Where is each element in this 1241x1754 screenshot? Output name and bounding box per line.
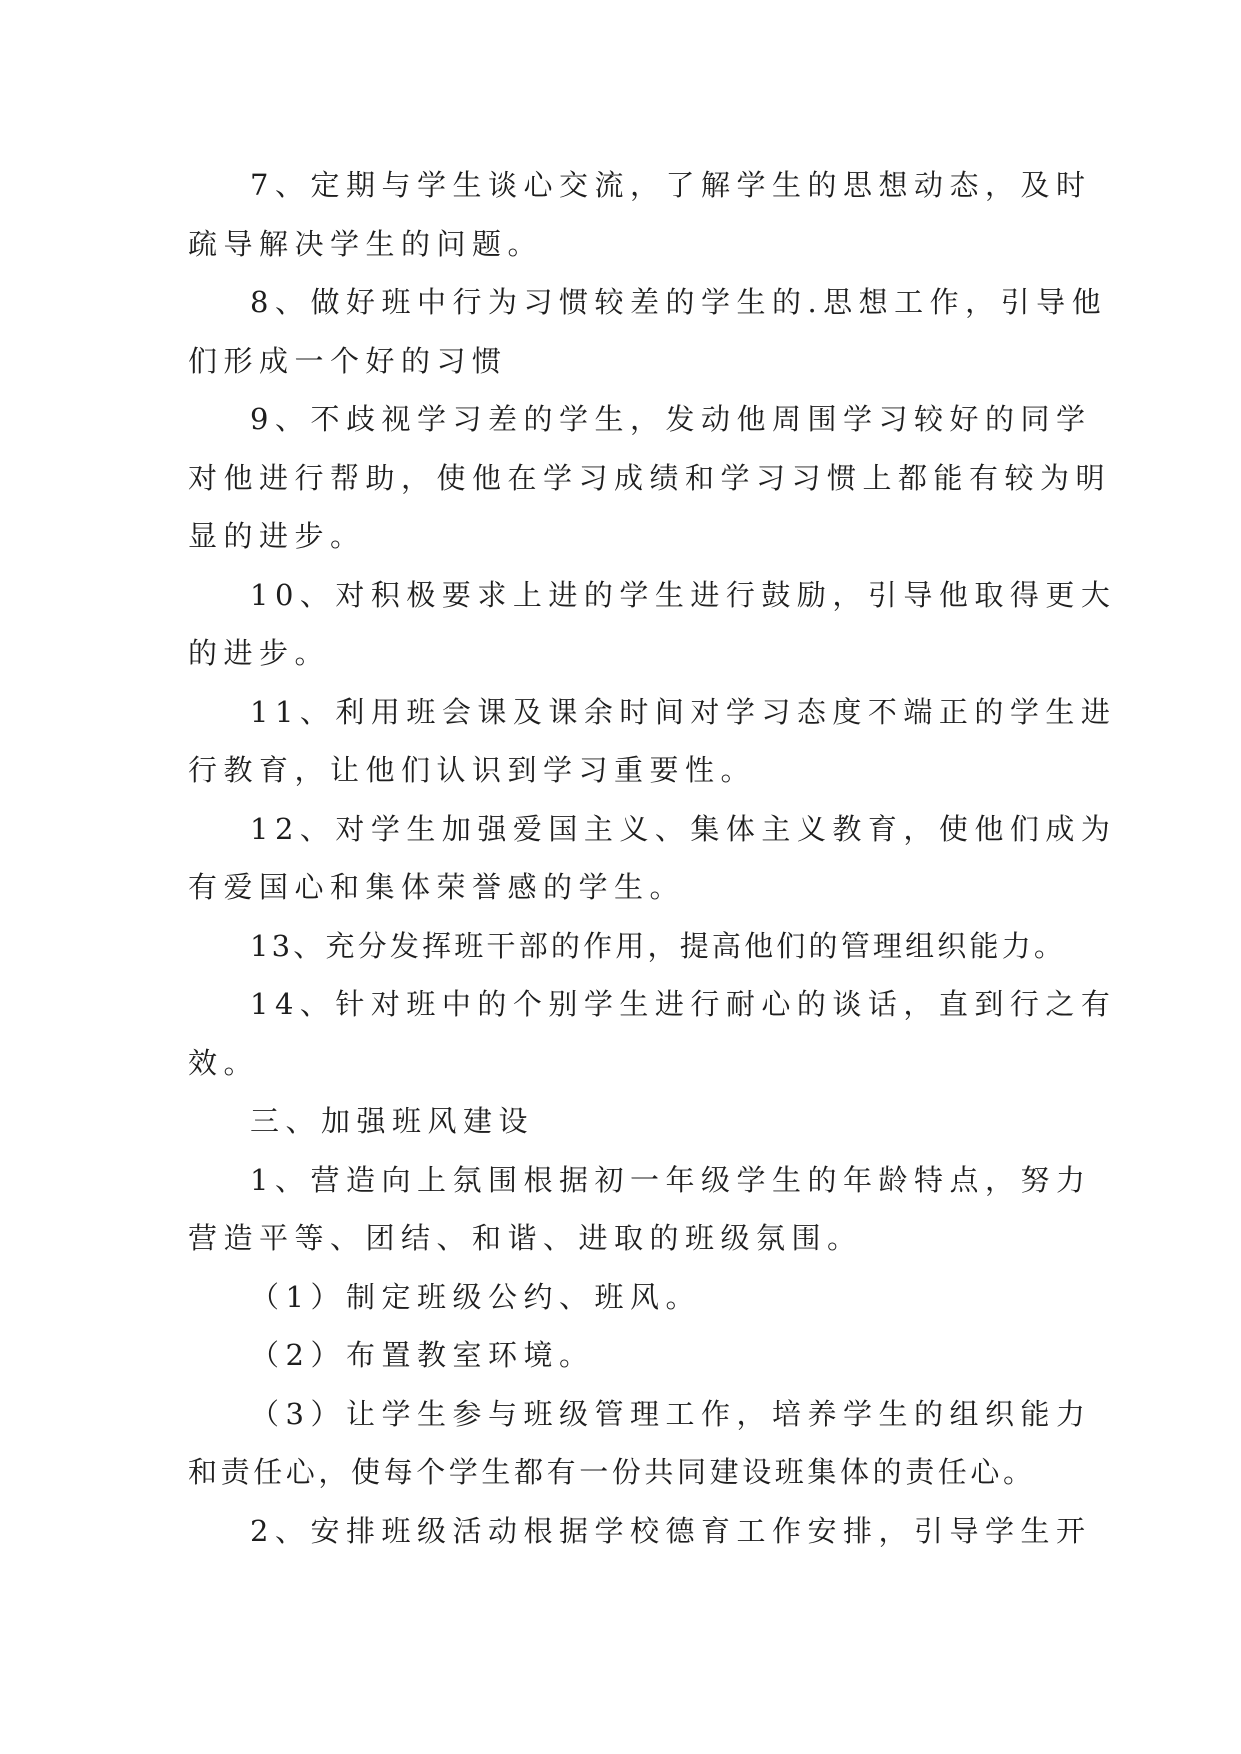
paragraph-item-9	[188, 390, 1112, 566]
paragraph-item-13	[188, 917, 1067, 976]
text-line: 对他进行帮助，使他在学习成绩和学习习惯上都能有较为明	[188, 460, 1112, 495]
paragraph-section-item-2	[188, 1502, 1092, 1561]
text-line: 14、针对班中的个别学生进行耐心的谈话，直到行之有	[250, 987, 1117, 1021]
paragraph-item-12	[188, 800, 1117, 917]
text-line: （2）布置教室环境。	[250, 1338, 595, 1372]
paragraph-subitem-2	[188, 1326, 1058, 1385]
text-line: 三、加强班风建设	[250, 1104, 535, 1138]
text-line: （3）让学生参与班级管理工作，培养学生的组织能力	[250, 1396, 1092, 1431]
text-line: 8、做好班中行为习惯较差的学生的.思想工作，引导他	[250, 285, 1108, 319]
text-line: 10、对积极要求上进的学生进行鼓励，引导他取得更大	[250, 577, 1117, 612]
document-body	[188, 156, 1117, 1560]
text-line: 9、不歧视学习差的学生，发动他周围学习较好的同学	[250, 402, 1092, 436]
section-heading	[188, 1092, 1058, 1151]
text-line: 行教育，让他们认识到学习重要性。	[188, 753, 757, 787]
paragraph-subitem-1	[188, 1268, 1058, 1327]
text-line: 13、充分发挥班干部的作用，提高他们的管理组织能力。	[250, 928, 1067, 963]
text-line: 和责任心，使每个学生都有一份共同建设班集体的责任心。	[188, 1455, 1036, 1489]
text-line: 的进步。	[188, 636, 331, 670]
text-line: 有爱国心和集体荣誉感的学生。	[188, 870, 686, 904]
paragraph-item-14	[188, 975, 1117, 1092]
text-line: 11、利用班会课及课余时间对学习态度不端正的学生进	[250, 694, 1117, 729]
text-line: 显的进步。	[188, 519, 366, 553]
text-line: 们形成一个好的习惯	[188, 343, 508, 378]
text-line: 营造平等、团结、和谐、进取的班级氛围。	[188, 1221, 863, 1255]
text-line: 1、营造向上氛围根据初一年级学生的年龄特点，努力	[250, 1162, 1092, 1197]
text-line: 疏导解决学生的问题。	[188, 226, 544, 261]
text-line: 7、定期与学生谈心交流，了解学生的思想动态，及时	[250, 168, 1092, 202]
paragraph-item-10	[188, 566, 1117, 683]
text-line: （1）制定班级公约、班风。	[250, 1279, 701, 1314]
paragraph-item-7	[188, 156, 1092, 273]
text-line: 2、安排班级活动根据学校德育工作安排，引导学生开	[250, 1513, 1092, 1548]
text-line: 12、对学生加强爱国主义、集体主义教育，使他们成为	[250, 811, 1117, 846]
text-line: 效。	[188, 1045, 260, 1080]
paragraph-item-11	[188, 683, 1117, 800]
paragraph-subitem-3	[188, 1385, 1092, 1502]
paragraph-section-item-1	[188, 1151, 1092, 1268]
paragraph-item-8	[188, 273, 1108, 390]
